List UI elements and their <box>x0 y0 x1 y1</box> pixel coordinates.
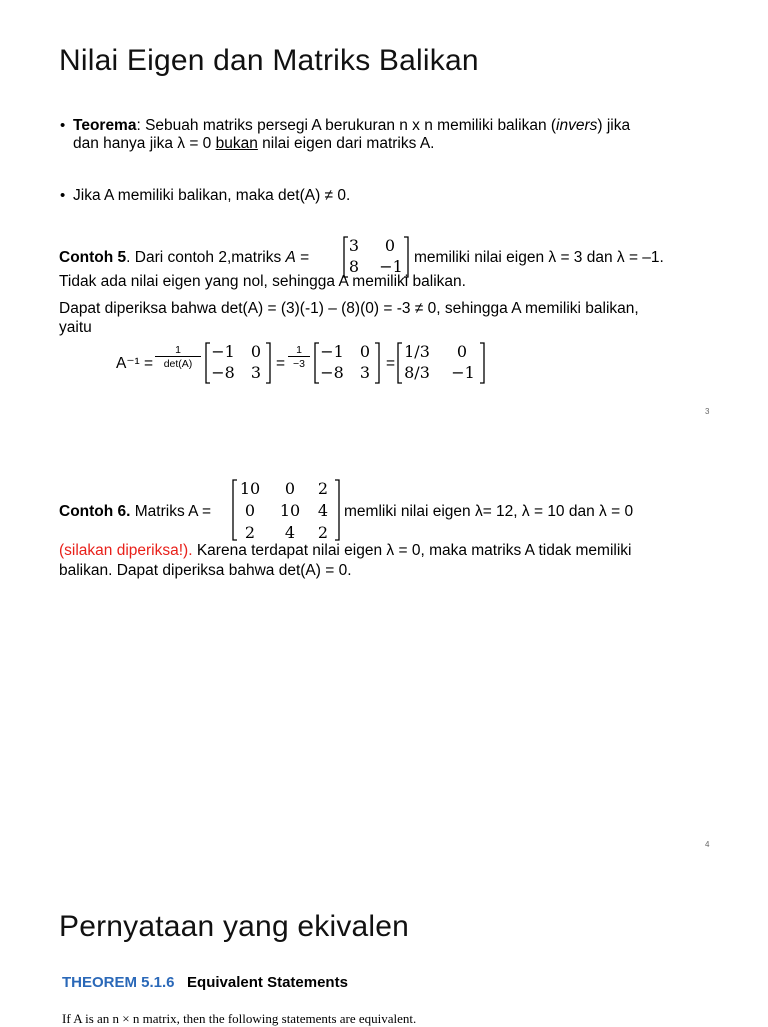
equals-sign: = <box>276 355 286 372</box>
theorem-text-a: : Sebuah matriks persegi A berukuran n x n memiliki balikan ( <box>136 117 557 134</box>
theorem-text-b: ) jika <box>597 117 631 134</box>
contoh6-line-2 <box>59 541 631 561</box>
matrix-cell: 2 <box>244 523 256 542</box>
matrix-cell: 0 <box>250 342 262 361</box>
theorem-name: Equivalent Statements <box>187 974 348 991</box>
fraction-1-det <box>155 344 201 370</box>
matrix-cell: 10 <box>279 501 301 520</box>
inverse-lhs: A⁻¹ = <box>116 355 154 372</box>
matrix-cell: 3 <box>250 363 262 382</box>
page-number: 3 <box>705 407 710 416</box>
matrix-cell: 0 <box>284 479 296 498</box>
matrix-cell: −1 <box>451 363 475 382</box>
bullet-dot: • <box>60 117 66 134</box>
contoh5-line-4: yaitu <box>59 319 92 336</box>
contoh5-label: Contoh 5 <box>59 249 127 266</box>
theorem-underlined: bukan <box>215 135 258 152</box>
theorem-number: THEOREM 5.1.6 <box>62 974 175 991</box>
matrix-cell: 3 <box>348 236 360 255</box>
matrix-cell: 0 <box>384 236 396 255</box>
matrix-adjoint-2 <box>313 342 381 384</box>
matrix-cell: −1 <box>320 342 344 361</box>
matrix-contoh6 <box>231 479 341 541</box>
page-number: 4 <box>705 840 710 849</box>
contoh6-line-3: balikan. Dapat diperiksa bahwa det(A) = 0. <box>59 562 352 579</box>
matrix-cell: 4 <box>317 501 329 520</box>
matrix-cell: 0 <box>244 501 256 520</box>
det-statement: Jika A memiliki balikan, maka det(A) ≠ 0. <box>73 187 351 204</box>
contoh5-eq: = <box>295 249 310 266</box>
contoh5-var: A <box>285 249 296 266</box>
matrix-cell: 1/3 <box>404 342 430 361</box>
matrix-cell: 3 <box>359 363 371 382</box>
matrix-inverse-result <box>396 342 486 384</box>
contoh6-label: Contoh 6. <box>59 503 131 520</box>
matrix-cell: 8/3 <box>404 363 430 382</box>
theorem-line2-a: dan hanya jika λ = 0 <box>73 135 216 152</box>
slide-title: Nilai Eigen dan Matriks Balikan <box>59 44 479 77</box>
slide-title: Pernyataan yang ekivalen <box>59 910 410 943</box>
matrix-cell: −1 <box>211 342 235 361</box>
theorem-italic: invers <box>556 117 598 134</box>
fraction-denominator: −3 <box>288 356 310 370</box>
fraction-denominator: det(A) <box>155 356 201 370</box>
contoh6-red-note: (silakan diperiksa!). <box>59 542 193 559</box>
fraction-1-neg3 <box>288 344 310 370</box>
matrix-adjoint-1 <box>204 342 272 384</box>
matrix-cell: 4 <box>284 523 296 542</box>
theorem-line2-b: nilai eigen dari matriks A. <box>257 135 435 152</box>
matrix-cell: −8 <box>320 363 344 382</box>
theorem-heading <box>62 974 348 991</box>
fraction-numerator: 1 <box>296 344 302 356</box>
theorem-line-2 <box>73 134 434 154</box>
matrix-cell: 2 <box>317 479 329 498</box>
fraction-numerator: 1 <box>175 344 181 356</box>
bullet-dot: • <box>60 187 66 204</box>
contoh5-eigenvalues: memiliki nilai eigen λ = 3 dan λ = –1. <box>414 249 664 266</box>
matrix-cell: 0 <box>456 342 468 361</box>
contoh5-text-a: . Dari contoh 2,matriks <box>126 249 286 266</box>
theorem-line-1 <box>73 116 630 136</box>
matrix-cell: 8 <box>348 257 360 276</box>
contoh6-line-1a <box>59 502 211 522</box>
matrix-cell: −8 <box>211 363 235 382</box>
contoh6-eigenvalues: memliki nilai eigen λ= 12, λ = 10 dan λ = 0 <box>344 503 634 520</box>
contoh6-text-c: Karena terdapat nilai eigen λ = 0, maka matriks A tidak memiliki <box>192 542 632 559</box>
matrix-cell: −1 <box>379 257 403 276</box>
contoh5-line-1a <box>59 248 309 268</box>
contoh5-line-3: Dapat diperiksa bahwa det(A) = (3)(-1) – (8)(0) = -3 ≠ 0, sehingga A memiliki balikan, <box>59 300 639 317</box>
equals-sign: = <box>386 355 396 372</box>
matrix-cell: 2 <box>317 523 329 542</box>
theorem-label: Teorema <box>73 117 137 134</box>
contoh5-line-2: Tidak ada nilai eigen yang nol, sehingga A memiliki balikan. <box>59 273 466 290</box>
matrix-cell: 0 <box>359 342 371 361</box>
theorem-statement: If A is an n × n matrix, then the following statements are equivalent. <box>62 1011 417 1026</box>
matrix-cell: 10 <box>239 479 261 498</box>
contoh6-text-a: Matriks A = <box>130 503 212 520</box>
